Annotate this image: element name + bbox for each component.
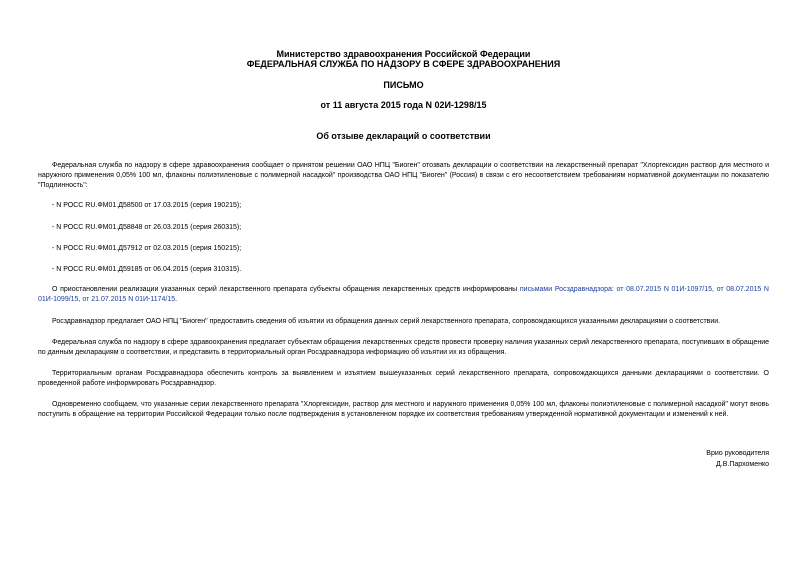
rosздрав-letters-link[interactable]: письмами Росздравнадзора: от 08.07.2015 N 01И-1097/15, от 08.07.2015 N 01И-1099/15, от 21.07.2015 N 01И-1174/15	[38, 286, 769, 303]
intro-paragraph: Федеральная служба по надзору в сфере здравоохранения сообщает о принятом решении ОАО НПЦ "Биоген" отозвать декларации о соответствии на лекарственный препарат "Хлоргексидин раствор для местного и наружного применения 0,05% 100 мл, флаконы полиэтиленовые с полимерной насадкой" производства ОАО НПЦ "Биоген" (Россия) в связи с его несоответствием требованиям нормативной документации по показателю "Подлинность":	[38, 162, 769, 189]
signature-name: Д.В.Пархоменко	[716, 461, 769, 468]
suspension-text-suffix: .	[175, 296, 178, 303]
declaration-item: - N РОСС RU.ФМ01.Д57912 от 02.03.2015 (серия 150215);	[52, 245, 242, 252]
suspension-text-prefix: О приостановлении реализации указанных серий лекарственного препарата субъекты обращения лекарственных средств информированы	[52, 286, 520, 293]
subjects-paragraph: Федеральная служба по надзору в сфере здравоохранения предлагает субъектам обращения лекарственных средств провести проверку наличия указанных серий лекарственного препарата, поступивших в обращение по данным декларациям о соответствии, и представить в территориальный орган Росздравнадзора информацию об изъятии их из обращения.	[38, 339, 769, 356]
document-type-heading: ПИСЬМО	[383, 80, 424, 90]
final-paragraph: Одновременно сообщаем, что указанные серии лекарственного препарата "Хлоргексидин, раствор для местного и наружного применения 0,05% 100 мл, флаконы полиэтиленовые с полимерной насадкой" могут вновь поступить в обращение на территории Российской Федерации только после подтверждения в установленном порядке их соответствия требованиям утвержденной нормативной документации и изменений к ней.	[38, 401, 769, 418]
declaration-item: - N РОСС RU.ФМ01.Д58500 от 17.03.2015 (серия 190215);	[52, 202, 242, 209]
document-subject: Об отзыве деклараций о соответствии	[316, 131, 491, 141]
biogen-paragraph: Росздравнадзор предлагает ОАО НПЦ "Биоген" предоставить сведения об изъятии из обращения данных серий лекарственного препарата, сопровождающихся указанными декларациями о соответствии.	[52, 318, 721, 325]
ministry-heading: Министерство здравоохранения Российской Федерации	[276, 49, 531, 59]
document-date-number: от 11 августа 2015 года N 02И-1298/15	[320, 100, 487, 110]
declaration-item: - N РОСС RU.ФМ01.Д58848 от 26.03.2015 (серия 260315);	[52, 224, 242, 231]
signature-position: Врио руководителя	[706, 450, 769, 457]
service-heading: ФЕДЕРАЛЬНАЯ СЛУЖБА ПО НАДЗОРУ В СФЕРЕ ЗДРАВООХРАНЕНИЯ	[246, 59, 561, 69]
suspension-paragraph	[38, 285, 769, 305]
declaration-item: - N РОСС RU.ФМ01.Д59185 от 06.04.2015 (серия 310315).	[52, 266, 242, 273]
territorial-paragraph: Территориальным органам Росздравнадзора обеспечить контроль за выявлением и изъятием вышеуказанных серий лекарственного препарата, сопровождающихся данными декларациями о соответствии. О проведенной работе информировать Росздравнадзор.	[38, 370, 769, 387]
